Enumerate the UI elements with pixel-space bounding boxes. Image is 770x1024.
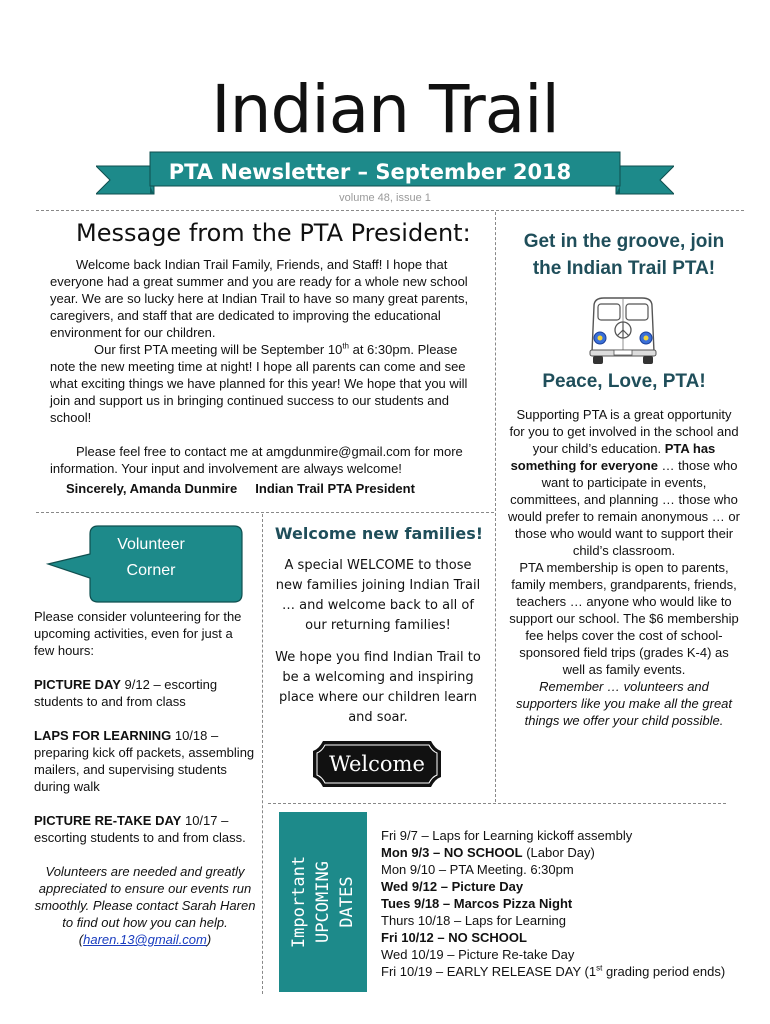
pta-info-paragraph-1 [508, 406, 740, 559]
date-item-suffix: grading period ends) [602, 964, 726, 979]
join-pta-heading: Get in the groove, join the Indian Trail PTA! [523, 231, 725, 279]
dates-label [279, 812, 367, 992]
dates-list [381, 827, 761, 980]
date-item-text: Wed 10/19 – Picture Re-take Day [381, 947, 575, 962]
welcome-paragraph-1: A special WELCOME to those new families joining Indian Trail … and welcome back to all of our returning families! [275, 558, 481, 633]
divider-middle [36, 512, 494, 513]
volunteer-note-text: Volunteers are needed and greatly appreciated to ensure our events run smoothly. Please contact Sarah Haren to find out how you can help. [34, 864, 256, 930]
date-item [381, 912, 761, 929]
welcome-content [272, 556, 484, 740]
divider-volunteer [262, 514, 263, 994]
vw-bus-peace-icon [580, 294, 666, 366]
date-item-text: Tues 9/18 – Marcos Pizza Night [381, 896, 573, 911]
date-item-sup: st [596, 963, 603, 973]
welcome-sign-text: Welcome [329, 752, 425, 776]
date-item-text: Thurs 10/18 – Laps for Learning [381, 913, 567, 928]
date-item-text: Mon 9/10 – PTA Meeting. 6:30pm [381, 862, 574, 877]
volunteer-item-label: PICTURE DAY [34, 677, 121, 692]
banner-title: PTA Newsletter – September 2018 [168, 160, 572, 184]
volunteer-item-text: 10/18 – preparing kick off packets, assembling mailers, and supervising students during walk [34, 728, 255, 794]
date-item-text: Mon 9/3 – NO SCHOOL [381, 845, 523, 860]
date-item-suffix: (Labor Day) [522, 845, 595, 860]
date-item [381, 844, 761, 861]
welcome-heading: Welcome new families! [274, 524, 484, 543]
pta-info-text-a: Supporting PTA is a great opportunity for you to get involved in the school and your child’s education. [509, 407, 739, 456]
divider-top [36, 210, 744, 211]
divider-dates [268, 803, 726, 804]
volunteer-item-text: 10/17 – escorting students to and from class. [34, 813, 246, 845]
volunteer-content [34, 608, 256, 948]
dates-label-line-3: DATES [337, 876, 357, 928]
dates-label-line-2: UPCOMING [313, 861, 333, 943]
president-paragraph-3: Please feel free to contact me at amgdunmire@gmail.com for more information. Your input and involvement are always welcome! [50, 444, 463, 476]
pta-info [508, 406, 740, 729]
divider-right-column [495, 212, 496, 802]
volunteer-item [34, 676, 256, 710]
president-signature: Sincerely, Amanda Dunmire Indian Trail PTA President [66, 481, 415, 496]
president-heading: Message from the PTA President: [76, 219, 471, 247]
meeting-date-sup: th [342, 341, 349, 351]
pta-info-paragraph-3: Remember … volunteers and supporters like you make all the great things we offer your child possible. [515, 679, 733, 728]
president-message [50, 256, 480, 477]
date-item [381, 878, 761, 895]
welcome-paragraph-2: We hope you find Indian Trail to be a welcoming and inspiring place where our children learn and soar. [275, 650, 481, 725]
volunteer-corner-title: Volunteer Corner [117, 536, 185, 579]
welcome-sign-icon [311, 739, 443, 789]
volunteer-intro: Please consider volunteering for the upcoming activities, even for just a few hours: [34, 609, 242, 658]
volunteer-item [34, 812, 256, 846]
date-item [381, 963, 761, 980]
pta-info-paragraph-2: PTA membership is open to parents, family members, grandparents, friends, teachers … anyone who would like to support our school. The $6 membership fee helps cover the cost of school-sponsored field trips (grades K-4) as well as family events. [509, 560, 739, 677]
date-item [381, 827, 761, 844]
volunteer-note: Volunteers are needed and greatly appreciated to ensure our events run smoothly. Please contact Sarah Haren to find out how you can help. (haren.13@gmail.com) [34, 864, 256, 947]
volunteer-item [34, 727, 256, 795]
meeting-details-text: at 6:30pm. Please note the new meeting time at night! I hope all parents can come and see what exciting things we have planned for this year! We hope that you will join and support us in bringing continued success to our students and school! [50, 342, 468, 425]
dates-label-line-1: Important [289, 855, 309, 949]
pta-info-text-b: … those who want to participate in events, committees, and planning … those who would prefer to remain anonymous … or those who would want to support their child’s classroom. [508, 458, 740, 558]
volunteer-item-label: LAPS FOR LEARNING [34, 728, 172, 743]
volunteer-item-label: PICTURE RE-TAKE DAY [34, 813, 182, 828]
date-item [381, 895, 761, 912]
peace-love-heading: Peace, Love, PTA! [542, 371, 706, 392]
newsletter-title: Indian Trail [211, 71, 559, 148]
volunteer-item-text: 9/12 – escorting students to and from class [34, 677, 218, 709]
volunteer-email-link[interactable]: haren.13@gmail.com [83, 932, 207, 947]
date-item [381, 946, 761, 963]
pta-info-bold: PTA has something for everyone [510, 441, 716, 473]
date-item-text: Fri 9/7 – Laps for Learning kickoff assembly [381, 828, 633, 843]
date-item [381, 861, 761, 878]
volume-issue: volume 48, issue 1 [339, 192, 431, 204]
dates-label-text [287, 812, 359, 992]
president-paragraph-1: Welcome back Indian Trail Family, Friends, and Staff! I hope that everyone had a great summer and you are ready for a whole new school year. We are so lucky here at Indian Trail to have so many great parents, caregivers, and staff that are dedicated to improving the educational environment for our children. [50, 257, 469, 340]
meeting-date-text: Our first PTA meeting will be September 10 [94, 342, 343, 357]
president-paragraph-2 [50, 341, 480, 426]
date-item-text: Fri 10/19 – EARLY RELEASE DAY (1 [381, 964, 597, 979]
date-item [381, 929, 761, 946]
date-item-text: Fri 10/12 – NO SCHOOL [381, 930, 527, 945]
date-item-text: Wed 9/12 – Picture Day [381, 879, 524, 894]
